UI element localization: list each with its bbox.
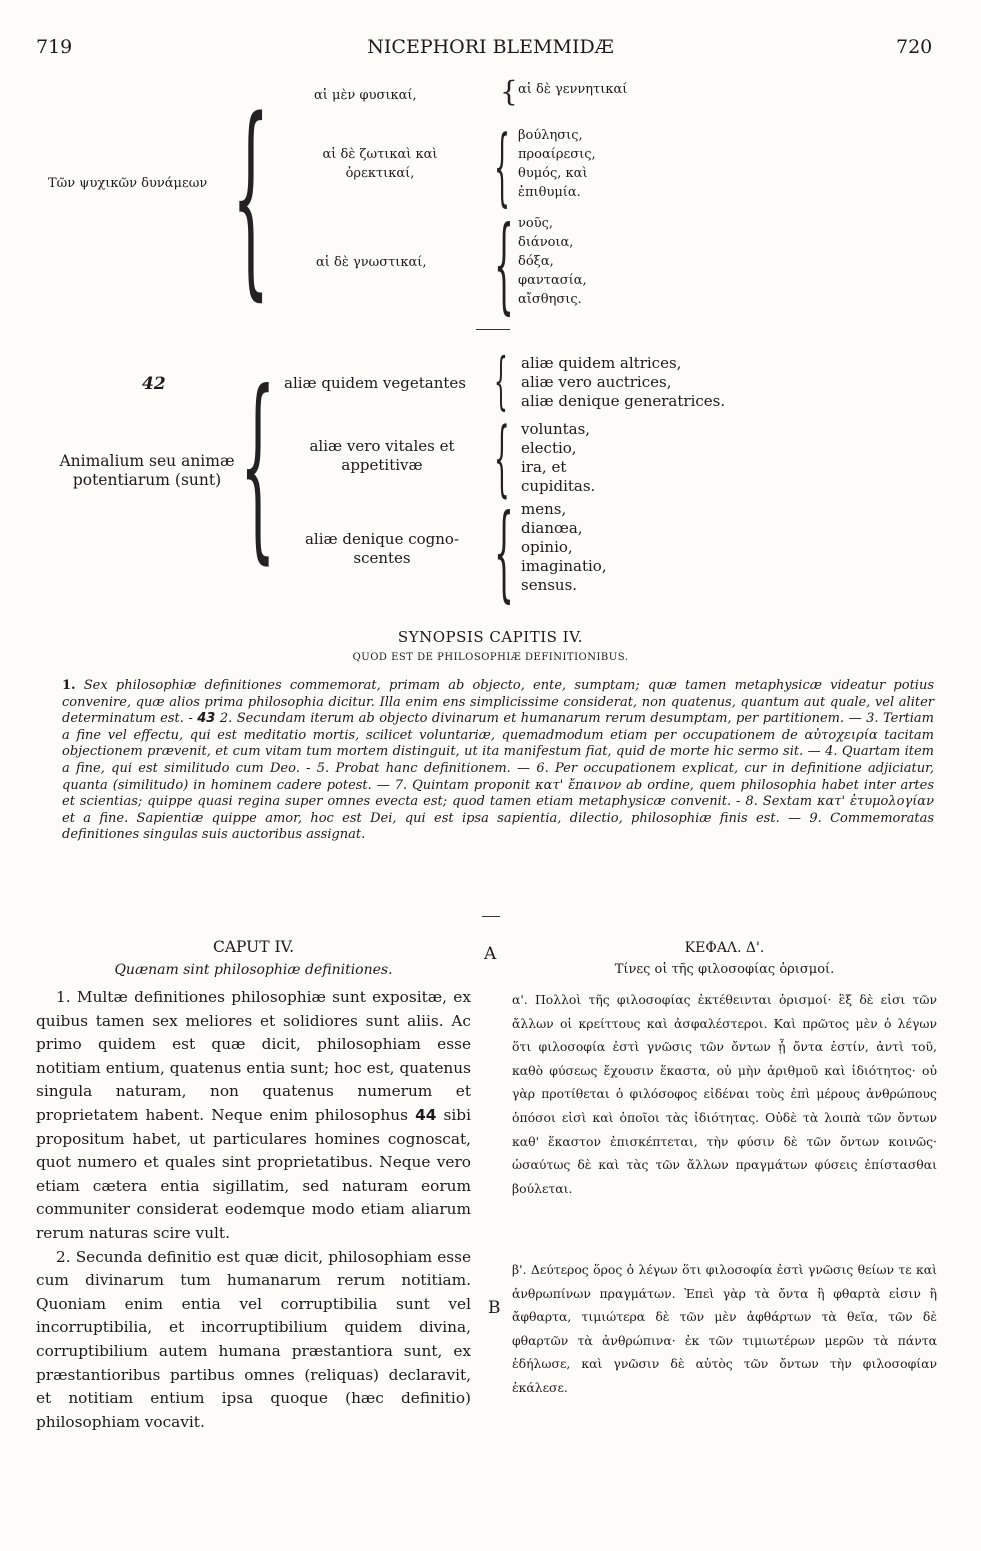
- latin-branch-3-label-line2: scentes: [353, 549, 411, 567]
- latin-caput-subtitle: Quænam sint philosophiæ definitiones.: [114, 962, 393, 978]
- latin-branch-2-label-line1: aliæ vero vitales et: [309, 437, 455, 455]
- greek-caput-title: ΚΕΦΑΛ. Δ'.: [684, 940, 765, 956]
- margin-number-44: 44: [415, 1105, 437, 1124]
- latin-item-ira: ira, et: [521, 458, 567, 476]
- latin-body: [36, 986, 471, 1434]
- latin-item-cupiditas: cupiditas.: [521, 477, 596, 495]
- latin-root-brace: {: [240, 349, 276, 582]
- latin-branch-1-brace: {: [494, 344, 508, 417]
- greek-branch-3-brace: {: [494, 203, 514, 325]
- greek-item-doxa: δόξα,: [518, 254, 554, 269]
- latin-branch-3-brace: {: [494, 491, 514, 613]
- latin-root-line2: potentiarum (sunt): [72, 471, 222, 489]
- latin-caput-title: CAPUT IV.: [212, 938, 295, 956]
- greek-item-dianoia: διάνοια,: [518, 235, 574, 250]
- latin-p1-part-a: 1. Multæ definitiones philosophiæ sunt expositæ, ex quibus tamen sex meliores et solidiores sunt aliis. Ac primo quidem est quæ dicit, philosophiam esse notitiam entium, quatenus entia sunt; hoc est, quatenus singula naturam, non quatenus numerum et proprietatem habent. Neque enim philosophus: [36, 988, 471, 1124]
- latin-item-altrices: aliæ quidem altrices,: [521, 354, 682, 372]
- margin-letter-b: B: [488, 1298, 501, 1318]
- latin-item-opinio: opinio,: [521, 538, 573, 556]
- greek-item-nous: νοῦς,: [518, 216, 554, 231]
- latin-branch-1-label: aliæ quidem vegetantes: [284, 374, 466, 392]
- synopsis-text-b: 2. Secundam iterum ab objecto divinarum et humanarum rerum desumptam, per partitionem. — 3. Tertiam a fine vel effectu, qui est meditatio mortis, scilicet voluntariæ, quemadmodum etiam per occupationem de αὐτοχειρία tacitam objectionem prævenit, et cum vitam tum mortem distinguit, ut ita manifestum fiat, quid de morte hic sermo sit. — 4. Quartam item a fine, qui est similitudo cum Deo. - 5. Probat hanc definitionem. — 6. Per occupationem explicat, cur in definitione adjiciatur, quanta (similitudo) in hominem cadere potest. — 7. Quintam proponit κατ' ἔπαινον ab ordine, quem philosophia habet inter artes et scientias; quippe quasi regina super omnes evecta est; quod tamen etiam metaphysicæ convenit. - 8. Sextam κατ' ἐτυμολογίαν et a fine. Sapientiæ quippe amor, hoc est Dei, qui est ipsa sapientia, dilectio, philosophiæ finis est. — 9. Commemoratas definitiones singulas suis auctoribus assignat.: [62, 711, 934, 843]
- latin-root-line1: Animalium seu animæ: [59, 452, 235, 470]
- latin-item-imaginatio: imaginatio,: [521, 557, 607, 575]
- greek-item-aisthesis: αἴσθησις.: [518, 292, 582, 307]
- greek-item-bouletic: βούλησις,: [518, 128, 583, 143]
- latin-paragraph-2: 2. Secunda definitio est quæ dicit, philosophiam esse cum divinarum tum humanarum rerum notitiam. Quoniam enim entia vel corruptibilia sunt vel incorruptibilia, et incorruptibilium quidem divina, corruptibilium autem humana præstantiora sunt, ex præstantioribus partibus omnes (reliquas) declaravit, et notitiam entium ipsa quoque (hæc definitio) philosophiam vocavit.: [36, 1247, 471, 1431]
- latin-paragraph-1: [36, 986, 471, 1246]
- margin-number-42: 42: [142, 374, 166, 394]
- latin-item-auctrices: aliæ vero auctrices,: [521, 373, 672, 391]
- latin-item-electio: electio,: [521, 439, 577, 457]
- greek-root-brace: {: [232, 74, 270, 319]
- divider-1: [476, 329, 510, 330]
- latin-branch-3-label-line1: aliæ denique cogno-: [304, 530, 460, 548]
- greek-branch-2-brace: {: [494, 117, 511, 215]
- page-number-right: 720: [896, 36, 933, 58]
- synopsis-text-a: Sex philosophiæ definitiones commemorat, primam ab objecto, ente, sumptam; quæ tamen metaphysicæ videatur potius convenire, quæ alios prima philosophia dicitur. Illa enim ens simplicissime considerat, non quatenus, quantum aut quale, vel aliter determinatum est. -: [62, 678, 934, 727]
- latin-item-dianoea: dianœa,: [521, 519, 583, 537]
- synopsis-title: SYNOPSIS CAPITIS IV.: [397, 628, 584, 646]
- greek-item-epithymia: ἐπιθυμία.: [518, 185, 581, 200]
- greek-paragraph-2: β'. Δεύτερος ὅρος ὁ λέγων ὅτι φιλοσοφία ἐστὶ γνῶσις θείων τε καὶ ἀνθρωπίνων πραγμάτων. Ἐπεὶ γὰρ τὰ ὄντα ἢ φθαρτὰ εἰσιν ἢ ἄφθαρτα, τιμιώτερα δὲ τῶν μὲν ἀφθάρτων τὰ θεῖα, τῶν δὲ φθαρτῶν τὰ ἀνθρώπινα· ἐκ τῶν τιμιωτέρων μερῶν τὰ πάντα ἐδήλωσε, καὶ γνῶσιν δὲ αὐτὸς τῶν ὄντων τὴν φιλοσοφίαν ἐκάλεσε.: [512, 1262, 937, 1395]
- latin-item-generatrices: aliæ denique generatrices.: [521, 392, 726, 410]
- greek-root: Τῶν ψυχικῶν δυνάμεων: [48, 176, 208, 191]
- greek-branch-1-brace: {: [500, 75, 518, 108]
- latin-branch-2-brace: {: [494, 411, 510, 506]
- latin-p1-part-b: sibi propositum habet, ut particulares homines cognoscat, quot numero et quales sint proprietatibus. Neque vero etiam cætera entia sigillatim, sed naturam eorum communiter considerat eodemque modo etiam aliarum rerum naturas scire vult.: [36, 1105, 471, 1242]
- greek-branch-1-item: αἱ δὲ γεννητικαί: [518, 82, 628, 97]
- latin-item-voluntas: voluntas,: [521, 420, 591, 438]
- synopsis-text: [62, 678, 934, 844]
- margin-number-43: 43: [197, 711, 216, 727]
- latin-item-sensus: sensus.: [521, 576, 578, 594]
- latin-item-mens: mens,: [521, 500, 567, 518]
- synopsis-number: 1.: [62, 678, 76, 693]
- greek-item-proairesis: προαίρεσις,: [518, 147, 596, 162]
- greek-caput-subtitle: Τίνες οἱ τῆς φιλοσοφίας ὁρισμοί.: [614, 962, 835, 977]
- running-title: NICEPHORI BLEMMIDÆ: [367, 36, 614, 58]
- page-number-left: 719: [36, 36, 73, 58]
- margin-letter-a: A: [484, 944, 497, 964]
- greek-item-phantasia: φαντασία,: [518, 273, 587, 288]
- greek-branch-2-label: αἱ δὲ ζωτικαὶ καὶ ὀρεκτικαί,: [322, 147, 438, 181]
- greek-branch-3-label: αἱ δὲ γνωστικαί,: [316, 255, 427, 270]
- latin-branch-2-label-line2: appetitivæ: [341, 456, 423, 474]
- greek-branch-1-label: αἱ μὲν φυσικαί,: [314, 88, 417, 103]
- greek-paragraph-1: α'. Πολλοὶ τῆς φιλοσοφίας ἐκτέθεινται ὁρισμοί· ἓξ δὲ εἰσι τῶν ἄλλων οἱ κρείττους καὶ ἀσφαλέστεροι. Καὶ πρῶτος μὲν ὁ λέγων ὅτι φιλοσοφία ἐστὶ γνῶσις τῶν ὄντων ᾗ ὄντα ἐστίν, ἀντὶ τοῦ, καθὸ φύσεως ἔχουσιν ἕκαστα, οὐ μὴν ἀριθμοῦ καὶ ἰδιότητος· οὐ γὰρ προτίθεται ὁ φιλόσοφος εἰδέναι τοὺς ἐπὶ μέρους ἀνθρώπους ὁπόσοι εἰσὶ καὶ ὁποῖοι τὰς ἰδιότητας. Οὐδὲ τὰ λοιπὰ τῶν ὄντων καθ' ἕκαστον ἐπισκέπτεται, τὴν φύσιν δὲ τῶν ὄντων κοινῶς· ὡσαύτως δὲ καὶ τὰς τῶν ἄλλων πραγμάτων φύσεις ἐπίστασθαι βούλεται.: [512, 992, 937, 1196]
- divider-2: [482, 916, 500, 917]
- synopsis-subtitle: QUOD EST DE PHILOSOPHIÆ DEFINITIONIBUS.: [352, 652, 629, 663]
- greek-item-thymos: θυμός, καὶ: [518, 166, 588, 181]
